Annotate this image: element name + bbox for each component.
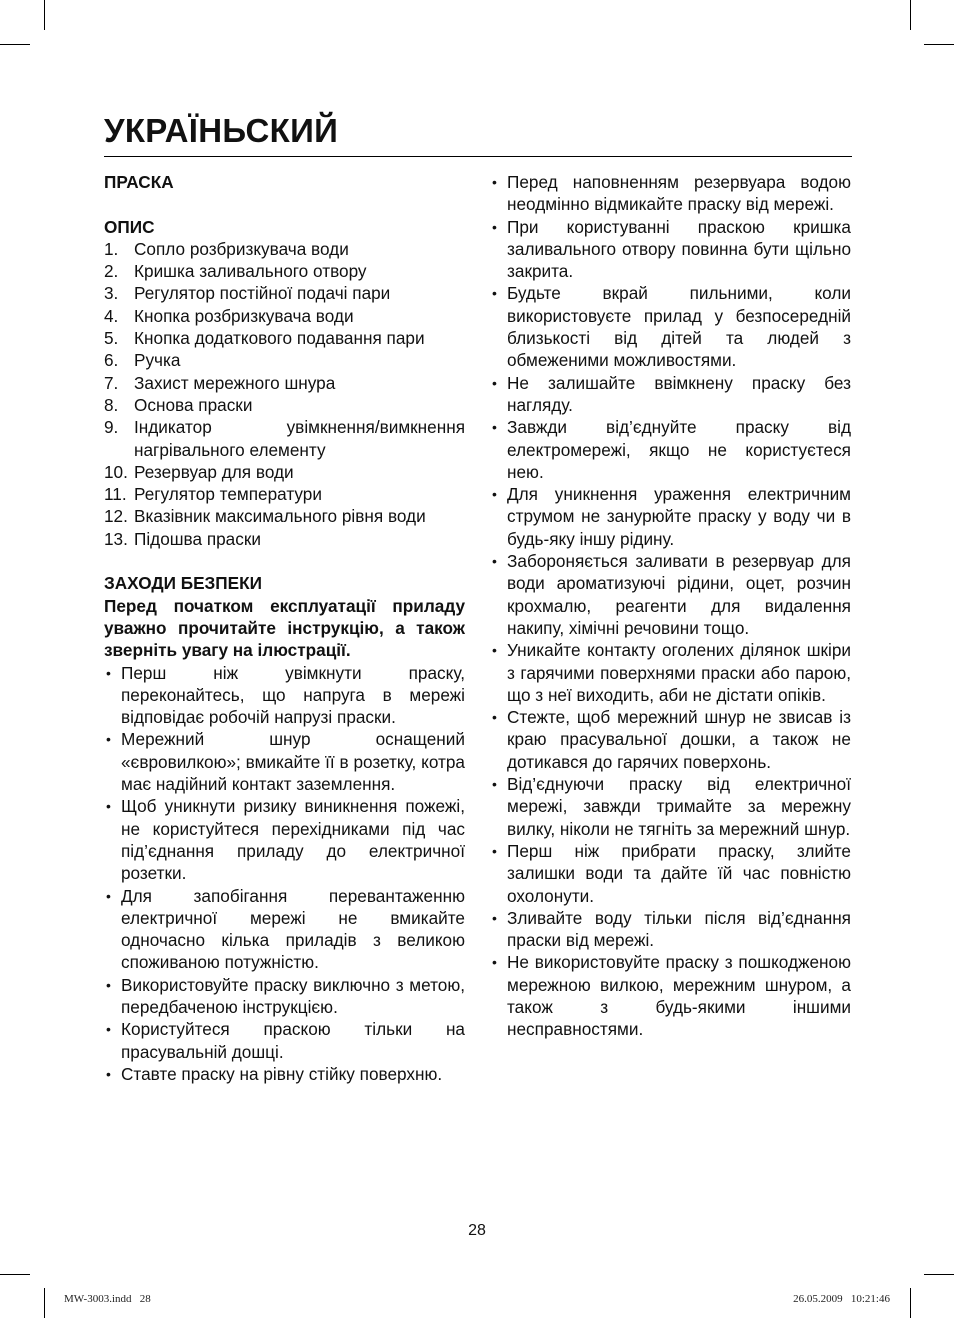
- safety-text: Для уникнення ураження електричним струмом не занурюйте праску у воду чи в будь-яку іншу рідину.: [507, 484, 851, 549]
- safety-item: [104, 974, 465, 1019]
- part-number: 8.: [104, 394, 119, 415]
- part-number: 4.: [104, 305, 119, 326]
- bullet-icon: •: [492, 374, 497, 391]
- safety-item: [490, 550, 851, 639]
- safety-item: [104, 885, 465, 974]
- safety-item: [104, 728, 465, 795]
- safety-text: Стежте, щоб мережний шнур не звисав із краю прасувальної дошки, а також не дотикався до гарячих поверхонь.: [507, 707, 851, 772]
- safety-item: [490, 706, 851, 773]
- safety-list-left: [104, 662, 465, 1086]
- bullet-icon: •: [492, 419, 497, 436]
- part-number: 2.: [104, 261, 119, 282]
- part-label: Ручка: [134, 350, 181, 371]
- part-label: Сопло розбризкувача води: [134, 238, 349, 259]
- safety-text: Використовуйте праску виключно з метою, передбаченою інструкцією.: [121, 974, 465, 1017]
- safety-text: Мережний шнур оснащений «євровилкою»; вмикайте її в розетку, котра має надійний контакт заземлення.: [121, 729, 465, 795]
- safety-heading: ЗАХОДИ БЕЗПЕКИ: [104, 573, 262, 594]
- bullet-icon: •: [492, 553, 497, 570]
- part-item: [104, 282, 465, 304]
- safety-text: Перш ніж прибрати праску, злийте залишки води та дайте їй час повністю охолонути.: [507, 840, 851, 906]
- right-column: [490, 171, 851, 1041]
- safety-item: [104, 662, 465, 729]
- safety-item: [104, 1018, 465, 1063]
- spacer: [104, 550, 465, 572]
- left-column: [104, 171, 465, 1085]
- bullet-icon: •: [492, 709, 497, 726]
- crop-mark: [924, 44, 954, 45]
- part-item: [104, 505, 465, 527]
- part-label: Резервуар для води: [134, 461, 294, 482]
- safety-text: Користуйтеся праскою тільки на прасувальній дошці.: [121, 1019, 465, 1062]
- product-heading: ПРАСКА: [104, 172, 174, 192]
- part-number: 1.: [104, 238, 119, 259]
- spacer: [104, 193, 465, 215]
- part-label: Кришка заливального отвору: [134, 261, 367, 282]
- part-label: Регулятор температури: [134, 484, 322, 505]
- safety-text: Забороняється заливати в резервуар для води ароматизуючі рідини, оцет, розчин крохмалю, реагенти для видалення накипу, хімічні речовини тощо.: [507, 551, 851, 638]
- safety-lead: Перед початком експлуатації приладу уважно прочитайте інструкцію, а також зверніть увагу на ілюстрації.: [104, 595, 465, 661]
- part-number: 3.: [104, 283, 119, 304]
- part-item: [104, 372, 465, 394]
- part-label: Індикатор увімкнення/вимкнення нагрівального елементу: [134, 417, 465, 460]
- bullet-icon: •: [106, 798, 111, 815]
- crop-mark: [0, 1274, 30, 1275]
- safety-text: Не використовуйте праску з пошкодженою мережною вилкою, мережним шнуром, а також з будь-якими іншими несправностями.: [507, 952, 851, 1040]
- bullet-icon: •: [492, 174, 497, 190]
- bullet-icon: •: [492, 486, 497, 503]
- bullet-icon: •: [492, 909, 497, 926]
- safety-list-right: [490, 171, 851, 1041]
- safety-item: [490, 951, 851, 1040]
- safety-item: [104, 795, 465, 884]
- part-item: [104, 327, 465, 349]
- part-number: 10.: [104, 461, 128, 482]
- page-number: 28: [468, 1222, 486, 1239]
- part-number: 5.: [104, 328, 119, 349]
- bullet-icon: •: [492, 285, 497, 302]
- safety-item: [490, 282, 851, 371]
- part-label: Регулятор постійної подачі пари: [134, 283, 391, 304]
- part-item: [104, 461, 465, 483]
- part-label: Підошва праски: [134, 528, 261, 549]
- safety-text: При користуванні праскою кришка заливального отвору повинна бути щільно закрита.: [507, 216, 851, 282]
- bullet-icon: •: [492, 842, 497, 859]
- safety-item: [490, 216, 851, 283]
- part-label: Основа праски: [134, 394, 253, 415]
- crop-mark: [910, 0, 911, 30]
- safety-text: Ставте праску на рівну стійку поверхню.: [121, 1063, 443, 1084]
- part-number: 7.: [104, 372, 119, 393]
- safety-text: Будьте вкрай пильними, коли використовуєте прилад у безпосередній близькості від дітей та людей з обмеженими можливостями.: [507, 283, 851, 371]
- print-slug-date: 26.05.2009 10:21:46: [793, 1293, 890, 1305]
- description-heading: ОПИС: [104, 216, 155, 237]
- bullet-icon: •: [106, 1021, 111, 1038]
- bullet-icon: •: [106, 664, 111, 681]
- crop-mark: [44, 1288, 45, 1318]
- safety-item: [490, 171, 851, 216]
- safety-text: Не залишайте ввімкнену праску без нагляду.: [507, 372, 851, 415]
- bullet-icon: •: [106, 887, 111, 904]
- bullet-icon: •: [492, 642, 497, 659]
- safety-item: [490, 483, 851, 550]
- part-number: 6.: [104, 350, 119, 371]
- part-item: [104, 260, 465, 282]
- bullet-icon: •: [106, 731, 111, 748]
- part-label: Вказівник максимального рівня води: [134, 506, 426, 527]
- part-label: Захист мережного шнура: [134, 372, 336, 393]
- part-number: 11.: [104, 484, 127, 505]
- part-item: [104, 483, 465, 505]
- bullet-icon: •: [106, 976, 111, 993]
- safety-item: [490, 840, 851, 907]
- part-label: Кнопка розбризкувача води: [134, 305, 354, 326]
- safety-text: Від’єднуючи праску від електричної мережі, завжди тримайте за мережну вилку, ніколи не тягніть за мережний шнур.: [507, 774, 851, 839]
- safety-item: [490, 907, 851, 952]
- safety-text: Уникайте контакту оголених ділянок шкіри з гарячими поверхнями праски або парою, що з неї виходить, аби не дістати опіків.: [507, 640, 851, 705]
- safety-text: Завжди від’єднуйте праску від електромережі, якщо не користуєтеся нею.: [507, 417, 851, 482]
- parts-list: [104, 238, 465, 550]
- safety-item: [490, 372, 851, 417]
- print-slug-file: MW-3003.indd 28: [64, 1293, 151, 1305]
- part-number: 12.: [104, 506, 128, 527]
- safety-text: Щоб уникнути ризику виникнення пожежі, не користуйтеся перехідниками під час під’єднання приладу до електричної розетки.: [121, 796, 465, 884]
- safety-item: [490, 773, 851, 840]
- crop-mark: [910, 1288, 911, 1318]
- safety-item: [104, 1063, 465, 1085]
- part-item: [104, 528, 465, 550]
- safety-text: Зливайте воду тільки після від’єднання праски від мережі.: [507, 907, 851, 951]
- safety-text: Для запобігання перевантаженню електричної мережі не вмикайте одночасно кілька приладів з великою споживаною потужністю.: [121, 885, 465, 973]
- part-label: Кнопка додаткового подавання пари: [134, 328, 425, 349]
- part-item: [104, 238, 465, 260]
- bullet-icon: •: [492, 218, 497, 235]
- part-number: 9.: [104, 417, 119, 438]
- crop-mark: [44, 0, 45, 30]
- part-item: [104, 305, 465, 327]
- bullet-icon: •: [106, 1065, 111, 1082]
- crop-mark: [924, 1274, 954, 1275]
- safety-text: Перед наповненням резервуара водою неодмінно відмикайте праску від мережі.: [507, 172, 851, 215]
- safety-item: [490, 416, 851, 483]
- crop-mark: [0, 44, 30, 45]
- part-item: [104, 416, 465, 461]
- part-item: [104, 349, 465, 371]
- safety-text: Перш ніж увімкнути праску, переконайтесь, що напруга в мережі відповідає робочій напрузі праски.: [121, 662, 465, 728]
- page-title: УКРАЇНЬСКИЙ: [104, 112, 339, 149]
- bullet-icon: •: [492, 776, 497, 793]
- safety-item: [490, 639, 851, 706]
- part-number: 13.: [104, 528, 128, 549]
- part-item: [104, 394, 465, 416]
- bullet-icon: •: [492, 954, 497, 971]
- title-rule: [104, 156, 852, 157]
